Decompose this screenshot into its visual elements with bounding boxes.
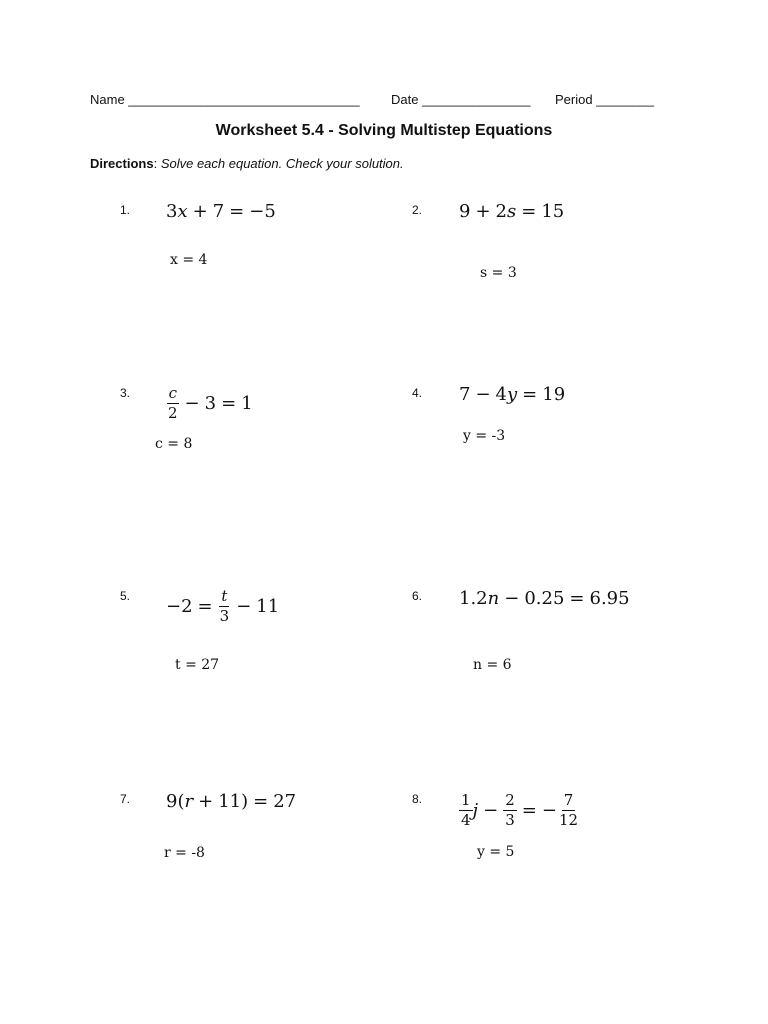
variable: r [184, 790, 194, 812]
operator: + [192, 200, 208, 222]
coefficient: 2 [495, 200, 507, 222]
coefficient-open-paren: 9( [166, 790, 185, 812]
operator: − [236, 595, 252, 617]
problem-2-equation [459, 198, 564, 224]
equals-sign: = [229, 200, 245, 222]
equals-sign: = [221, 392, 237, 414]
problem-number: 4. [412, 386, 423, 400]
worksheet-title: Worksheet 5.4 - Solving Multistep Equations [215, 122, 553, 139]
problem-3-equation [166, 382, 253, 424]
denominator: 3 [505, 810, 515, 829]
constant: 0.25 [524, 587, 565, 609]
coefficient: 1.2 [459, 587, 488, 609]
answer: x = 4 [170, 252, 208, 268]
constant: 9 [459, 200, 471, 222]
operator: − [504, 587, 520, 609]
problem-5-equation [166, 585, 279, 627]
date-field[interactable]: Date _______________ [391, 92, 531, 107]
problem-6-equation [459, 585, 630, 611]
problem-1-equation [166, 198, 276, 224]
operator: − [184, 392, 200, 414]
problem-number: 3. [120, 386, 131, 400]
right-hand-side: 1 [241, 392, 253, 414]
directions-label: Directions [90, 156, 154, 171]
constant-close-paren: 11) [218, 790, 249, 812]
answer: y = -3 [463, 428, 506, 444]
right-hand-side: 6.95 [589, 587, 630, 609]
right-hand-side: −5 [249, 200, 276, 222]
numerator: 2 [505, 790, 515, 809]
problem-number: 5. [120, 589, 131, 603]
operator: − [483, 799, 499, 821]
operator: + [475, 200, 491, 222]
operator: − [475, 383, 491, 405]
variable: s [507, 200, 517, 222]
right-hand-side: 19 [542, 383, 566, 405]
directions-text: Solve each equation. Check your solution. [160, 156, 404, 171]
problem-number: 2. [412, 203, 423, 217]
answer: n = 6 [473, 657, 512, 673]
right-hand-side: 27 [273, 790, 297, 812]
answer: s = 3 [480, 265, 517, 281]
equals-sign: = [569, 587, 585, 609]
operator: + [198, 790, 214, 812]
numerator: 7 [563, 790, 574, 809]
problem-number: 8. [412, 792, 423, 806]
answer: t = 27 [175, 657, 220, 673]
equals-sign: = [521, 799, 537, 821]
numerator: c [168, 383, 177, 402]
constant: 11 [256, 595, 280, 617]
equals-sign: = [521, 200, 537, 222]
fraction [557, 792, 580, 829]
problem-number: 7. [120, 792, 131, 806]
variable: j [472, 799, 479, 821]
fraction [459, 792, 473, 829]
constant: 7 [212, 200, 225, 222]
denominator: 3 [219, 606, 230, 625]
problem-number: 1. [120, 203, 131, 217]
variable: n [487, 587, 500, 609]
answer: c = 8 [155, 436, 193, 452]
problem-7-equation [166, 788, 296, 814]
problem-4-equation [459, 381, 565, 407]
fraction [166, 385, 180, 422]
right-hand-side: 15 [541, 200, 565, 222]
directions [90, 156, 404, 171]
fraction [503, 792, 517, 829]
answer: r = -8 [164, 845, 205, 861]
equals-sign: = [522, 383, 538, 405]
coefficient: 4 [495, 383, 507, 405]
numerator: 1 [461, 790, 471, 809]
problem-8-equation [459, 789, 580, 831]
coefficient: 3 [166, 200, 178, 222]
equals-sign: = [253, 790, 269, 812]
denominator: 2 [168, 403, 178, 422]
equals-sign: = [197, 595, 213, 617]
constant: 7 [459, 383, 471, 405]
variable: y [507, 383, 518, 405]
directions-colon: : [153, 156, 161, 171]
problem-number: 6. [412, 589, 423, 603]
name-field[interactable]: Name ________________________________ [90, 92, 360, 107]
answer: y = 5 [477, 844, 515, 860]
variable: x [177, 200, 188, 222]
constant: 3 [204, 392, 217, 414]
negative-sign: − [541, 799, 557, 821]
numerator: t [221, 586, 228, 605]
denominator: 12 [558, 810, 579, 829]
denominator: 4 [461, 810, 471, 829]
fraction [218, 588, 232, 625]
period-field[interactable]: Period ________ [555, 92, 655, 107]
left-hand-side: −2 [166, 595, 193, 617]
